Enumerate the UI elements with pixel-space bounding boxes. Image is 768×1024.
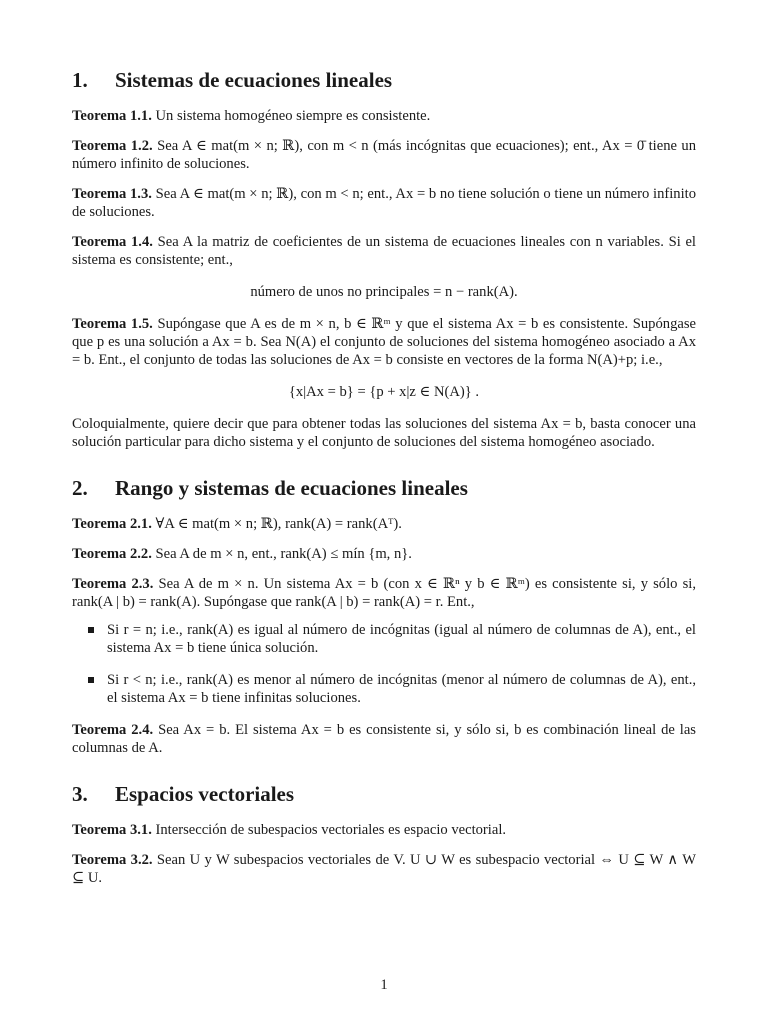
- list-item: Si r = n; i.e., rank(A) es igual al número de incógnitas (igual al número de columnas de A), ent., el sistema Ax = b tiene única solución.: [107, 621, 696, 657]
- theorem-1-4-display-equation: número de unos no principales = n − rank(A).: [250, 284, 518, 300]
- bullet-square-icon: [88, 677, 94, 683]
- section-1-paragraph: Coloquialmente, quiere decir que para obtener todas las soluciones del sistema Ax = b, basta conocer una solución particular para dicho sistema y el conjunto de soluciones del sistema homogéneo asociado.: [72, 416, 696, 450]
- theorem-3-1: Teorema 3.1. Intersección de subespacios vectoriales es espacio vectorial.: [72, 822, 507, 838]
- theorem-2-3-bullet-list: [72, 621, 696, 707]
- list-item: Si r < n; i.e., rank(A) es menor al número de incógnitas (menor al número de columnas de A), ent., el sistema Ax = b tiene infinitas soluciones.: [107, 671, 696, 707]
- theorem-1-1: Teorema 1.1. Un sistema homogéneo siempre es consistente.: [72, 108, 431, 124]
- section-heading-1: 1. Sistemas de ecuaciones lineales: [72, 68, 393, 92]
- theorem-3-2: Teorema 3.2. Sean U y W subespacios vectoriales de V. U ∪ W es subespacio vectorial ⇔ U ⊆ W ∧ W ⊆ U.: [72, 852, 696, 886]
- theorem-1-5: Teorema 1.5. Supóngase que A es de m × n, b ∈ ℝᵐ y que el sistema Ax = b es consistente. Supóngase que p es una solución a Ax = b. Sea N(A) el conjunto de soluciones del sistema homogéneo asociado a Ax = b. Ent., el conjunto de todas las soluciones de Ax = b consiste en vectores de la forma N(A)+p; i.e.,: [72, 316, 696, 368]
- theorem-2-2: Teorema 2.2. Sea A de m × n, ent., rank(A) ≤ mín {m, n}.: [72, 546, 412, 562]
- theorem-2-4: Teorema 2.4. Sea Ax = b. El sistema Ax = b es consistente si, y sólo si, b es combinación lineal de las columnas de A.: [72, 722, 696, 756]
- section-heading-2: 2. Rango y sistemas de ecuaciones lineales: [72, 476, 468, 500]
- theorem-1-4: Teorema 1.4. Sea A la matriz de coeficientes de un sistema de ecuaciones lineales con n variables. Si el sistema es consistente; ent.,: [72, 234, 696, 268]
- theorem-1-2: Teorema 1.2. Sea A ∈ mat(m × n; ℝ), con m < n (más incógnitas que ecuaciones); ent., Ax = 0̄ tiene un número infinito de soluciones.: [72, 138, 696, 172]
- theorem-2-1: Teorema 2.1. ∀A ∈ mat(m × n; ℝ), rank(A) = rank(Aᵀ).: [72, 516, 402, 532]
- bullet-square-icon: [88, 627, 94, 633]
- theorem-2-3: Teorema 2.3. Sea A de m × n. Un sistema Ax = b (con x ∈ ℝⁿ y b ∈ ℝᵐ) es consistente si, y sólo si, rank(A | b) = rank(A). Supóngase que rank(A | b) = rank(A) = r. Ent.,: [72, 576, 696, 610]
- page-number: 1: [380, 977, 388, 993]
- section-heading-3: 3. Espacios vectoriales: [72, 782, 295, 806]
- theorem-1-3: Teorema 1.3. Sea A ∈ mat(m × n; ℝ), con m < n; ent., Ax = b no tiene solución o tiene un número infinito de soluciones.: [72, 186, 696, 220]
- theorem-1-5-display-equation: {x|Ax = b} = {p + x|z ∈ N(A)} .: [288, 384, 480, 400]
